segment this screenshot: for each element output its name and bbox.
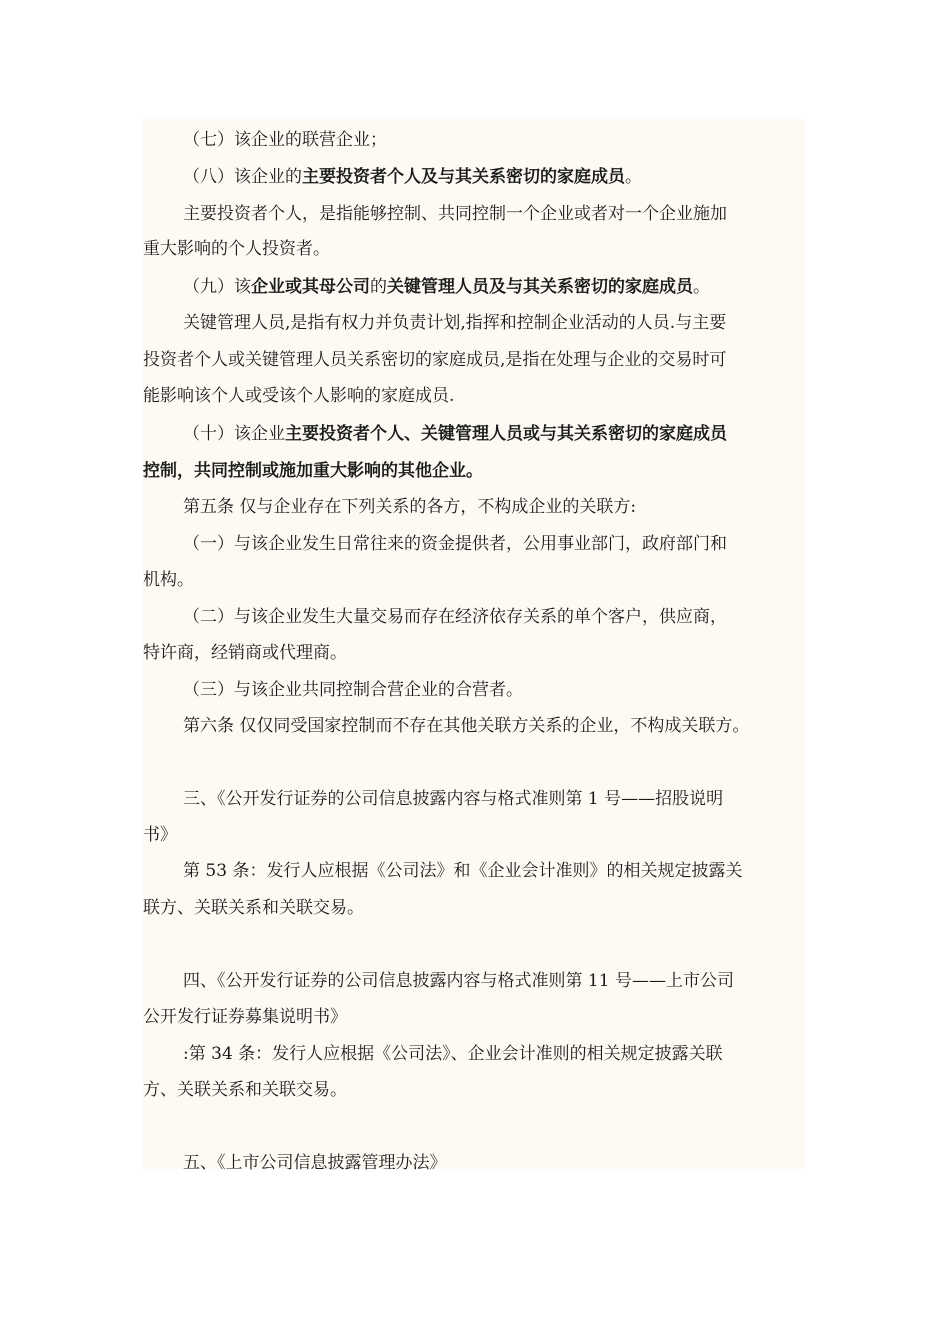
paragraph-item-7: （七）该企业的联营企业； [183, 130, 387, 150]
bold-phrase: 主要投资者个人、关键管理人员或与其关系密切的家庭成员 [285, 424, 727, 444]
paragraph-definition-line: 能影响该个人或受该个人影响的家庭成员. [143, 386, 455, 406]
paragraph-definition-line: 主要投资者个人，是指能够控制、共同控制一个企业或者对一个企业施加 [183, 204, 727, 224]
bold-phrase: 控制，共同控制或施加重大影响的其他企业。 [143, 461, 483, 481]
paragraph-definition-line: 投资者个人或关键管理人员关系密切的家庭成员,是指在处理与企业的交易时可 [143, 350, 727, 370]
paragraph-item-10-cont [143, 460, 483, 482]
article-34-cont: 方、关联关系和关联交易。 [143, 1080, 347, 1100]
exclusion-item-2-cont: 特许商，经销商或代理商。 [143, 643, 347, 663]
paragraph-item-8: （八）该企业的主要投资者个人及与其关系密切的家庭成员。 [183, 167, 642, 187]
paragraph-definition-line: 重大影响的个人投资者。 [143, 239, 330, 259]
article-34: :第 34 条：发行人应根据《公司法》、企业会计准则的相关规定披露关联 [183, 1044, 723, 1064]
section-3-heading-cont: 书》 [143, 825, 177, 845]
section-4-heading-cont: 公开发行证券募集说明书》 [143, 1007, 347, 1027]
exclusion-item-2: （二）与该企业发生大量交易而存在经济依存关系的单个客户，供应商， [183, 607, 727, 627]
article-53: 第 53 条：发行人应根据《公司法》和《企业会计准则》的相关规定披露关 [183, 861, 743, 881]
bold-phrase: 企业或其母公司 [251, 277, 370, 297]
article-6: 第六条 仅仅同受国家控制而不存在其他关联方关系的企业，不构成关联方。 [183, 716, 750, 736]
paragraph-definition-line: 关键管理人员,是指有权力并负责计划,指挥和控制企业活动的人员.与主要 [183, 313, 727, 333]
section-5-heading: 五、《上市公司信息披露管理办法》 [183, 1153, 447, 1173]
section-4-heading: 四、《公开发行证券的公司信息披露内容与格式准则第 11 号——上市公司 [183, 971, 734, 991]
article-53-cont: 联方、关联关系和关联交易。 [143, 898, 364, 918]
exclusion-item-1-cont: 机构。 [143, 570, 194, 590]
paragraph-item-10: （十）该企业主要投资者个人、关键管理人员或与其关系密切的家庭成员 [183, 424, 727, 444]
bold-phrase: 关键管理人员及与其关系密切的家庭成员 [387, 277, 693, 297]
article-5-heading: 第五条 仅与企业存在下列关系的各方，不构成企业的关联方: [183, 497, 637, 517]
exclusion-item-1: （一）与该企业发生日常往来的资金提供者，公用事业部门，政府部门和 [183, 534, 727, 554]
exclusion-item-3: （三）与该企业共同控制合营企业的合营者。 [183, 680, 523, 700]
paragraph-item-9: （九）该企业或其母公司的关键管理人员及与其关系密切的家庭成员。 [183, 277, 710, 297]
section-3-heading: 三、《公开发行证券的公司信息披露内容与格式准则第 1 号——招股说明 [183, 789, 724, 809]
bold-phrase: 主要投资者个人及与其关系密切的家庭成员 [302, 167, 625, 187]
